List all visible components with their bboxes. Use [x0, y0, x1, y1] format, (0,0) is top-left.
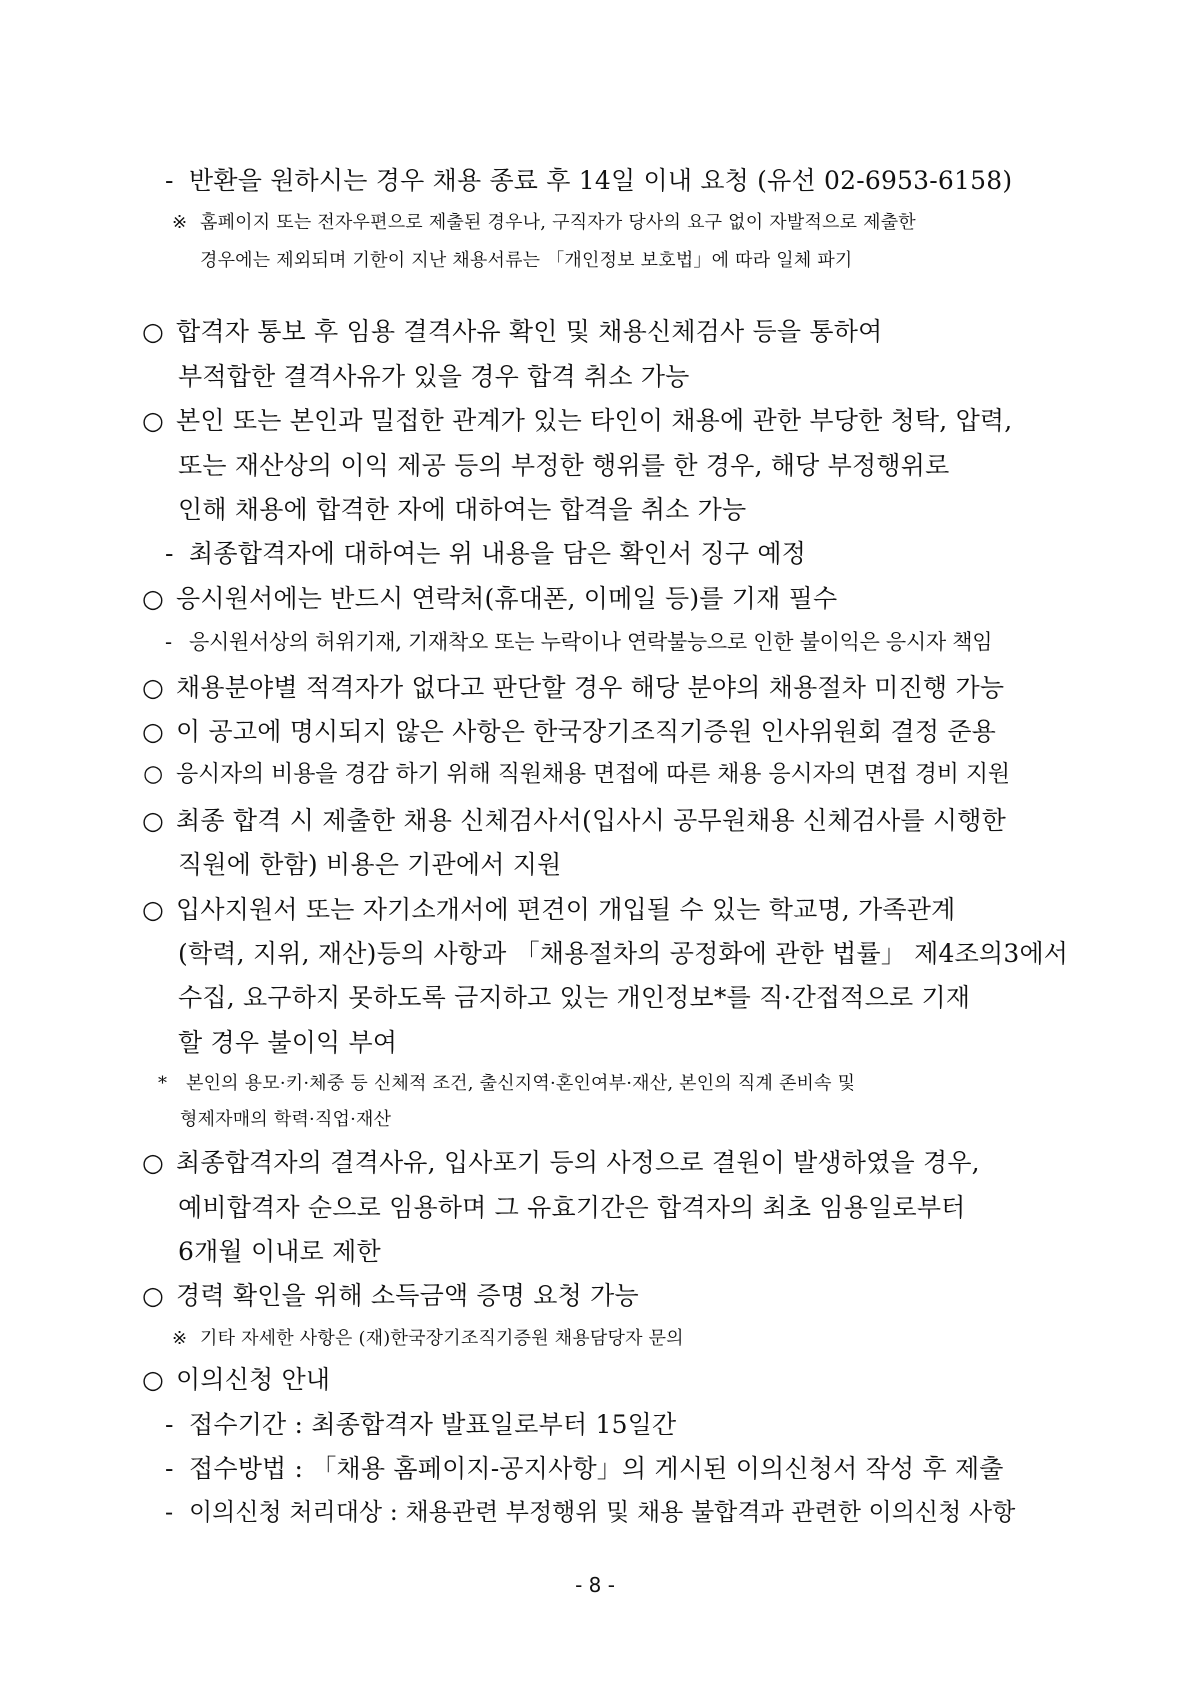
note-item [172, 214, 916, 232]
line-text: 할 경우 불이익 부여 [178, 1028, 398, 1057]
dash-item [165, 1456, 1004, 1481]
bullet-item [140, 586, 837, 611]
dash-item [165, 632, 992, 653]
bullet-continuation [178, 497, 746, 522]
line-text: 반환을 원하시는 경우 채용 종료 후 14일 이내 요청 (유선 02-6953-6158) [189, 166, 1013, 195]
dash-marker: - [165, 1498, 174, 1526]
bullet-item [140, 1283, 639, 1308]
line-text: 접수방법 : 「채용 홈페이지-공지사항」의 게시된 이의신청서 작성 후 제출 [189, 1454, 1004, 1483]
bullet-item [140, 897, 955, 922]
dash-marker: - [165, 630, 172, 654]
footnote-continuation [180, 1111, 391, 1129]
dash-marker: - [165, 1454, 174, 1483]
reference-mark: ※ [172, 1328, 188, 1349]
line-text: 최종합격자에 대하여는 위 내용을 담은 확인서 징구 예정 [189, 539, 807, 568]
circle-bullet: ○ [141, 406, 164, 435]
footnote-item [158, 1075, 855, 1093]
bullet-item [140, 408, 1012, 433]
line-text: 예비합격자 순으로 임용하며 그 유효기간은 합격자의 최초 임용일로부터 [178, 1193, 966, 1222]
bullet-continuation [178, 1030, 397, 1055]
line-text: 채용분야별 적격자가 없다고 판단할 경우 해당 분야의 채용절차 미진행 가능 [176, 673, 1005, 702]
bullet-item [140, 319, 882, 344]
line-text: 직원에 한함) 비용은 기관에서 지원 [178, 850, 562, 879]
line-text: 최종합격자의 결격사유, 입사포기 등의 사정으로 결원이 발생하였을 경우, [176, 1148, 980, 1177]
line-text: 최종 합격 시 제출한 채용 신체검사서(입사시 공무원채용 신체검사를 시행한 [176, 806, 1006, 835]
dash-item [165, 1412, 676, 1437]
dash-marker: - [165, 1410, 174, 1439]
line-text: 홈페이지 또는 전자우편으로 제출된 경우나, 구직자가 당사의 요구 없이 자발적으로 제출한 [200, 212, 916, 233]
dash-item [165, 168, 1012, 193]
line-text: 이 공고에 명시되지 않은 사항은 한국장기조직기증원 인사위원회 결정 준용 [176, 717, 997, 746]
circle-bullet: ○ [141, 1148, 164, 1177]
circle-bullet: ○ [141, 895, 164, 924]
line-text: 6개월 이내로 제한 [178, 1237, 381, 1266]
bullet-continuation [178, 364, 690, 389]
bullet-item [140, 1150, 980, 1175]
bullet-continuation [178, 985, 970, 1010]
bullet-item [140, 719, 996, 744]
note-continuation [200, 252, 853, 270]
circle-bullet: ○ [141, 317, 164, 346]
note-item [172, 1330, 684, 1348]
bullet-continuation [178, 1195, 966, 1220]
asterisk-marker: * [158, 1073, 168, 1094]
dash-marker: - [165, 166, 174, 195]
dash-marker: - [165, 539, 174, 568]
circle-bullet: ○ [141, 1365, 164, 1394]
line-text: 이의신청 처리대상 : 채용관련 부정행위 및 채용 불합격과 관련한 이의신청 사항 [189, 1498, 1016, 1526]
line-text: 응시원서상의 허위기재, 기재착오 또는 누락이나 연락불능으로 인한 불이익은 응시자 책임 [189, 630, 993, 654]
line-text: 입사지원서 또는 자기소개서에 편견이 개입될 수 있는 학교명, 가족관계 [176, 895, 956, 924]
line-text: (학력, 지위, 재산)등의 사항과 「채용절차의 공정화에 관한 법률」 제4조의3에서 [178, 939, 1069, 968]
line-text: 또는 재산상의 이익 제공 등의 부정한 행위를 한 경우, 해당 부정행위로 [178, 451, 950, 480]
bullet-continuation [178, 453, 949, 478]
reference-mark: ※ [172, 212, 188, 233]
bullet-continuation [178, 941, 1068, 966]
line-text: 본인의 용모·키·체중 등 신체적 조건, 출신지역·혼인여부·재산, 본인의 직계 존비속 및 [186, 1073, 856, 1094]
bullet-item [140, 808, 1006, 833]
bullet-item [140, 1367, 330, 1392]
circle-bullet: ○ [141, 584, 164, 613]
line-text: 접수기간 : 최종합격자 발표일로부터 15일간 [189, 1410, 677, 1439]
line-text: 경우에는 제외되며 기한이 지난 채용서류는 「개인정보 보호법」에 따라 일체 파기 [200, 250, 853, 271]
line-text: 인해 채용에 합격한 자에 대하여는 합격을 취소 가능 [178, 495, 747, 524]
circle-bullet: ○ [141, 673, 164, 702]
line-text: 기타 자세한 사항은 (재)한국장기조직기증원 채용담당자 문의 [200, 1328, 684, 1349]
bullet-continuation [178, 852, 561, 877]
circle-bullet: ○ [141, 1281, 164, 1310]
line-text: 응시자의 비용을 경감 하기 위해 직원채용 면접에 따른 채용 응시자의 면접 경비 지원 [176, 761, 1010, 787]
line-text: 합격자 통보 후 임용 결격사유 확인 및 채용신체검사 등을 통하여 [176, 317, 883, 346]
dash-item [165, 1500, 1015, 1524]
line-text: 수집, 요구하지 못하도록 금지하고 있는 개인정보*를 직·간접적으로 기재 [178, 983, 971, 1012]
line-text: 본인 또는 본인과 밀접한 관계가 있는 타인이 채용에 관한 부당한 청탁, 압력, [176, 406, 1013, 435]
circle-bullet: ○ [141, 717, 164, 746]
bullet-item [140, 763, 1010, 786]
line-text: 형제자매의 학력·직업·재산 [180, 1109, 392, 1130]
circle-bullet: ○ [143, 761, 163, 787]
page-number: - 8 - [575, 1573, 615, 1597]
line-text: 이의신청 안내 [176, 1365, 331, 1394]
line-text: 응시원서에는 반드시 연락처(휴대폰, 이메일 등)를 기재 필수 [176, 584, 838, 613]
bullet-continuation [178, 1239, 381, 1264]
line-text: 부적합한 결격사유가 있을 경우 합격 취소 가능 [178, 362, 690, 391]
line-text: 경력 확인을 위해 소득금액 증명 요청 가능 [176, 1281, 639, 1310]
bullet-item [140, 675, 1004, 700]
circle-bullet: ○ [141, 806, 164, 835]
dash-item [165, 541, 806, 566]
